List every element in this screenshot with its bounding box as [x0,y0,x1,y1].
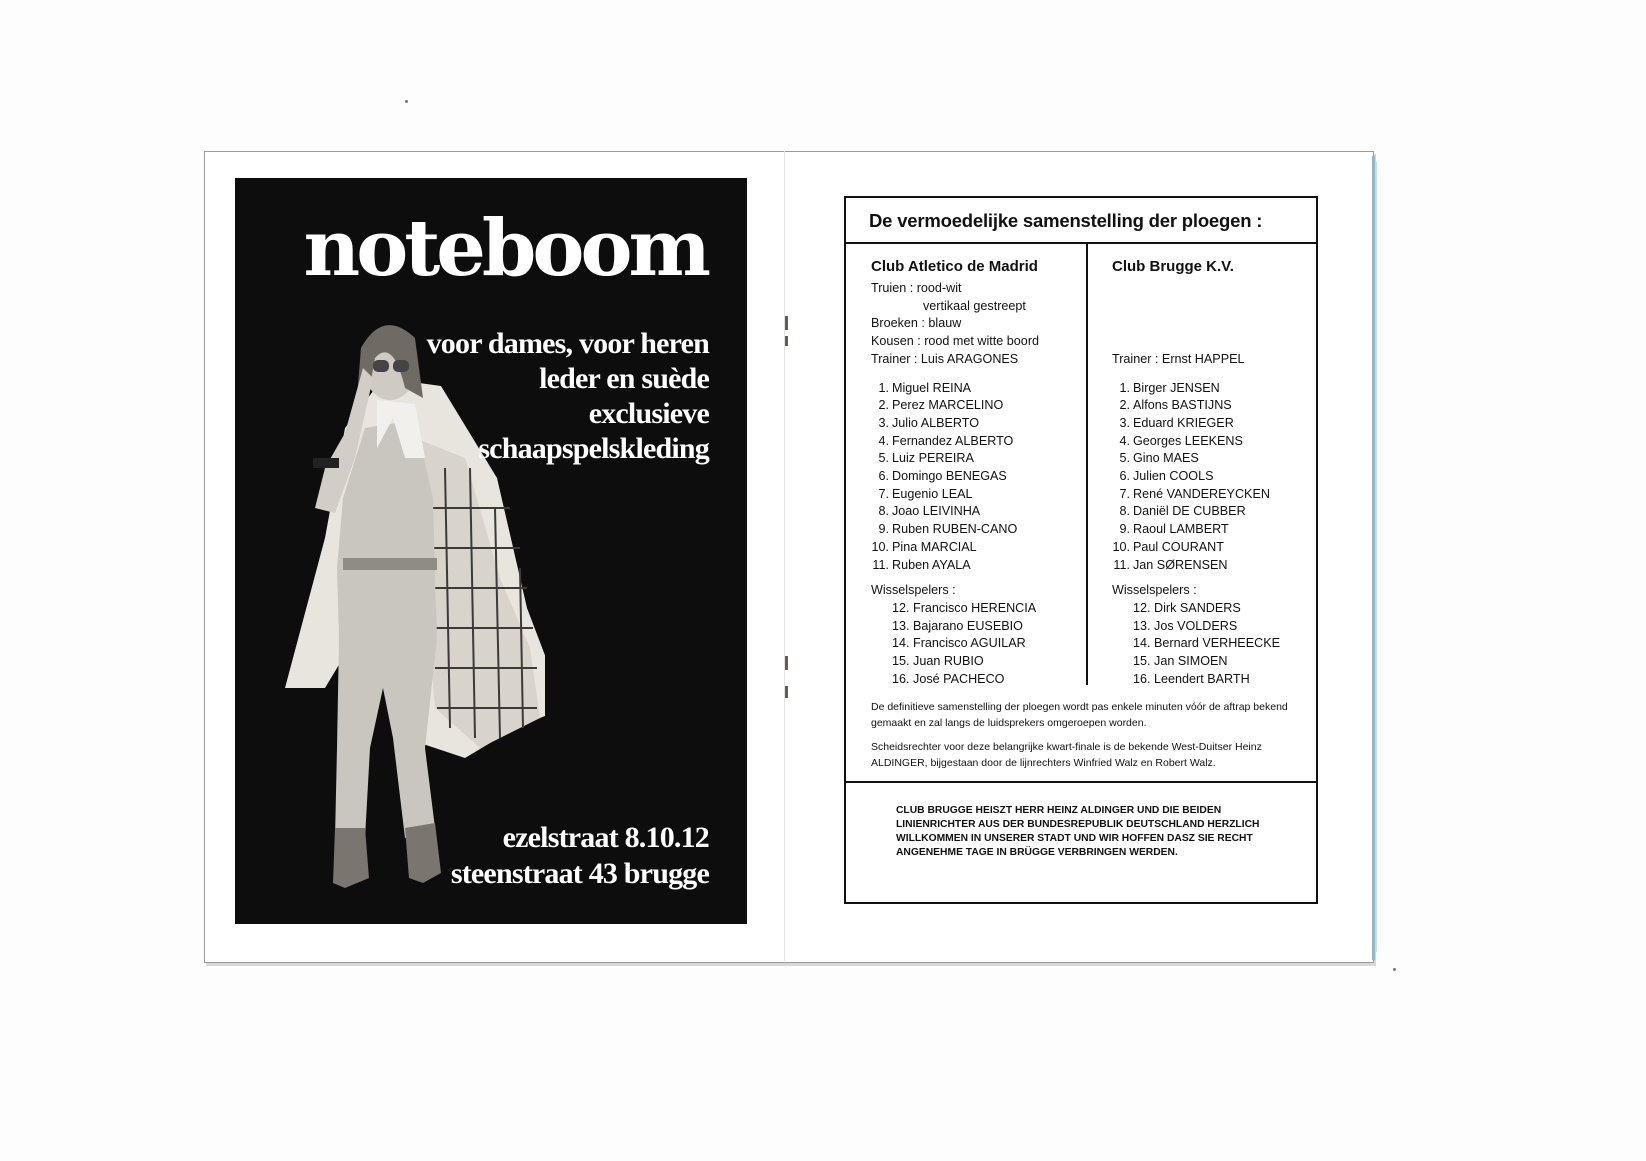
list-item: 13. Bajarano EUSEBIO [892,618,1023,633]
list-item: 16. Leendert BARTH [1133,671,1250,686]
home-shirts: Truien : rood-wit [871,281,962,295]
list-item: 12. Dirk SANDERS [1133,600,1241,615]
spacer [1112,369,1312,380]
list-item: 16. José PACHECO [892,671,1005,686]
away-team-name: Club Brugge K.V. [1112,258,1234,275]
list-item: 10. Pina MARCIAL [871,539,977,554]
home-starting-list [871,380,1081,575]
list-item: 11. Ruben AYALA [872,557,971,572]
home-shorts: Broeken : blauw [871,316,962,331]
list-item: 7. Eugenio LEAL [878,486,973,501]
list-item: 8. Joao LEIVINHA [878,504,981,519]
list-item: 9. Ruben RUBEN-CANO [878,522,1018,537]
list-item: 3. Julio ALBERTO [878,415,980,430]
list-item: 1. Birger JENSEN [1119,380,1220,395]
home-subs-list [871,600,1081,689]
list-item: 2. Perez MARCELINO [878,398,1004,413]
spacer [1112,574,1312,582]
address-line: steenstraat 43 brugge [450,857,709,890]
home-subs-label: Wisselspelers : [871,583,956,598]
list-item: 9. Raoul LAMBERT [1119,522,1229,537]
tagline-line: voor dames, voor heren [426,327,709,360]
list-item: 14. Bernard VERHEECKE [1133,636,1281,651]
home-trainer: Trainer : Luis ARAGONES [871,351,1019,366]
list-item: 1. Miguel REINA [878,380,972,395]
column-divider [1086,242,1088,685]
away-starting-list [1112,380,1312,575]
list-item: 3. Eduard KRIEGER [1119,415,1234,430]
spacer [1112,280,1312,351]
list-item: 15. Juan RUBIO [892,654,984,669]
tagline-line: leder en suède [539,362,709,395]
lineup-box [844,196,1318,904]
spacer [871,574,1081,582]
away-team-column [1112,258,1312,688]
list-item: 14. Francisco AGUILAR [892,636,1026,651]
home-team-column [871,258,1081,688]
list-item: 11. Jan SØRENSEN [1113,557,1228,572]
staple [785,686,788,698]
scan-speck [1393,968,1396,971]
home-team-name: Club Atletico de Madrid [871,258,1038,275]
german-greeting: CLUB BRUGGE HEISZT HERR HEINZ ALDINGER UND DIE BEIDEN LINIENRICHTER AUS DER BUNDESREPUBLIK DEUTSCHLAND HERZLICH WILLKOMMEN IN UNSERER STADT UND WIR HOFFEN DASZ SIE RECHT ANGENEHME TAGE IN BRÜGGE VERBRINGEN WERDEN. [896,805,1260,858]
list-item: 5. Gino MAES [1119,451,1199,466]
tagline-line: schaapspelskleding [478,432,709,465]
referee-note: Scheidsrechter voor deze belangrijke kwart-finale is de bekende West-Duitser Heinz ALDINGER, bijgestaan door de lijnrechters Winfried Walz en Robert Walz. [871,741,1262,769]
section-divider [846,781,1316,783]
scan-speck [405,100,408,103]
tagline-line: exclusieve [588,397,709,430]
away-subs-label: Wisselspelers : [1112,583,1197,598]
list-item: 12. Francisco HERENCIA [892,600,1037,615]
away-subs-list [1112,600,1312,689]
list-item: 10. Paul COURANT [1112,539,1224,554]
list-item: 8. Daniël DE CUBBER [1119,504,1246,519]
page-edge [1375,162,1377,952]
list-item: 4. Fernandez ALBERTO [878,433,1014,448]
list-item: 6. Julien COOLS [1119,469,1214,484]
spacer [871,369,1081,380]
list-item: 6. Domingo BENEGAS [878,469,1007,484]
address-line: ezelstraat 8.10.12 [502,821,709,854]
booklet-spine [784,151,785,961]
brand-name: noteboom [303,203,707,294]
list-item: 5. Luiz PEREIRA [878,451,974,466]
lineup-title: De vermoedelijke samenstelling der ploegen : [869,210,1263,231]
ad-address [451,820,709,892]
list-item: 13. Jos VOLDERS [1133,618,1238,633]
home-socks: Kousen : rood met witte boord [871,334,1040,349]
list-item: 7. René VANDEREYCKEN [1119,486,1270,501]
lineup-header [846,198,1316,244]
lineup-note: De definitieve samenstelling der ploegen wordt pas enkele minuten vóór de aftrap bekend gemaakt en zal langs de luidsprekers omgeroepen worden. [871,701,1288,729]
staple [785,336,788,346]
list-item: 2. Alfons BASTIJNS [1119,398,1232,413]
noteboom-advertisement [235,178,747,924]
staple [785,316,788,330]
ad-tagline [427,326,709,466]
staple [785,656,788,670]
away-trainer: Trainer : Ernst HAPPEL [1112,351,1245,366]
home-shirts-detail: vertikaal gestreept [923,298,1026,313]
list-item: 15. Jan SIMOEN [1133,654,1228,669]
list-item: 4. Georges LEEKENS [1119,433,1243,448]
